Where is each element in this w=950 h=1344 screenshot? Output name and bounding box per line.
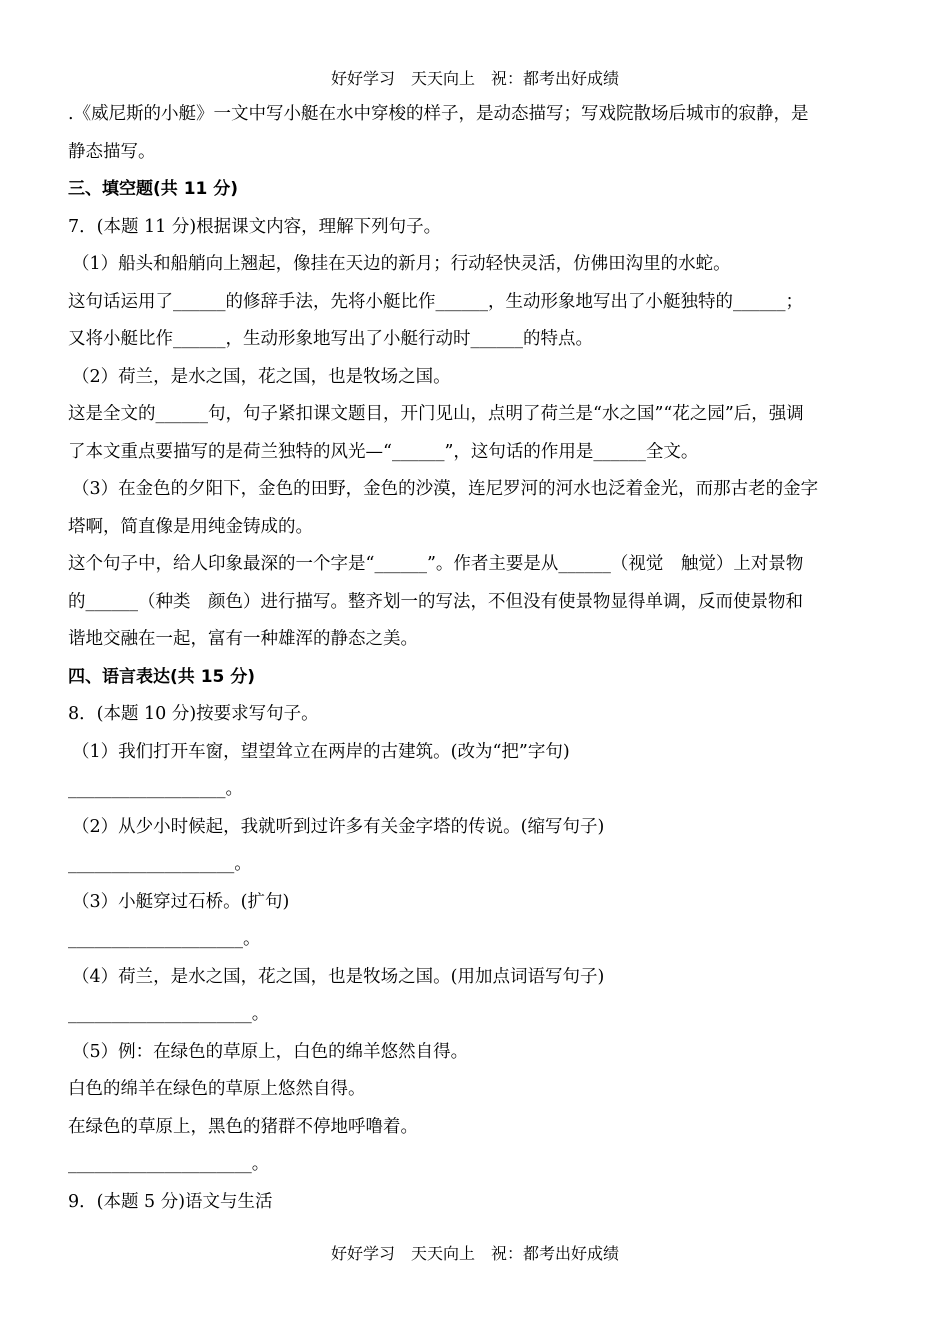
q7-sentence-3b: 塔啊，简直像是用纯金铸成的。: [68, 516, 313, 537]
answer-line-2: 静态描写。: [68, 141, 156, 162]
question-7: 7．(本题 11 分)根据课文内容，理解下列句子。: [68, 216, 442, 237]
q8-answer-2: ___________________。: [68, 854, 252, 874]
section-heading-3: 三、填空题(共 11 分): [68, 179, 239, 199]
q7-blank-3c: 谐地交融在一起，富有一种雄浑的静态之美。: [68, 629, 418, 649]
q7-blank-3a: 这个句子中，给人印象最深的一个字是“______”。作者主要是从______（视觉 触觉）上对景物: [68, 554, 804, 574]
q8-item-1: （1）我们打开车窗，望望耸立在两岸的古建筑。(改为“把”字句): [72, 741, 570, 762]
q7-blank-2a: 这是全文的______句，句子紧扣课文题目，开门见山，点明了荷兰是“水之国”“花之园”后，强调: [68, 404, 804, 424]
question-8: 8．(本题 10 分)按要求写句子。: [68, 704, 319, 724]
q8-answer-1: __________________。: [68, 779, 243, 799]
q8-item-4: （4）荷兰，是水之国，花之国，也是牧场之国。(用加点词语写句子): [72, 966, 605, 987]
page-footer: 好好学习 天天向上 祝：都考出好成绩: [330, 1244, 619, 1263]
q7-blank-2b: 了本文重点要描写的是荷兰独特的风光—“______”，这句话的作用是______全文。: [68, 441, 699, 462]
q8-item-5: （5）例：在绿色的草原上，白色的绵羊悠然自得。: [72, 1041, 469, 1062]
q7-blank-3b: 的______（种类 颜色）进行描写。整齐划一的写法，不但没有使景物显得单调，反而使景物和: [68, 591, 803, 612]
q8-answer-5: _____________________。: [68, 1154, 270, 1174]
document-body: [68, 96, 888, 1221]
question-9: 9．(本题 5 分)语文与生活: [68, 1191, 273, 1212]
q8-item-3: （3）小艇穿过石桥。(扩句): [72, 891, 290, 912]
answer-line-1: .《威尼斯的小艇》一文中写小艇在水中穿梭的样子，是动态描写；写戏院散场后城市的寂静，是: [68, 104, 809, 124]
section-heading-4: 四、语言表达(共 15 分): [68, 666, 256, 687]
q7-sentence-2: （2）荷兰，是水之国，花之国，也是牧场之国。: [72, 366, 451, 387]
q8-example-b: 白色的绵羊在绿色的草原上悠然自得。: [68, 1079, 366, 1099]
q7-sentence-3a: （3）在金色的夕阳下，金色的田野，金色的沙漠，连尼罗河的河水也泛着金光，而那古老的金字: [72, 479, 819, 499]
q8-item-2: （2）从少小时候起，我就听到过许多有关金字塔的传说。(缩写句子): [72, 816, 605, 837]
q7-blank-1b: 又将小艇比作______，生动形象地写出了小艇行动时______的特点。: [68, 329, 593, 349]
q7-sentence-1: （1）船头和船艄向上翘起，像挂在天边的新月；行动轻快灵活，仿佛田沟里的水蛇。: [72, 254, 731, 274]
page-header: 好好学习 天天向上 祝：都考出好成绩: [330, 69, 619, 88]
q8-answer-4: _____________________。: [68, 1004, 270, 1024]
q7-blank-1a: 这句话运用了______的修辞手法，先将小艇比作______，生动形象地写出了小艇独特的______；: [68, 291, 803, 312]
q8-example-c: 在绿色的草原上，黑色的猪群不停地呼噜着。: [68, 1116, 418, 1137]
q8-answer-3: ____________________。: [68, 929, 261, 949]
